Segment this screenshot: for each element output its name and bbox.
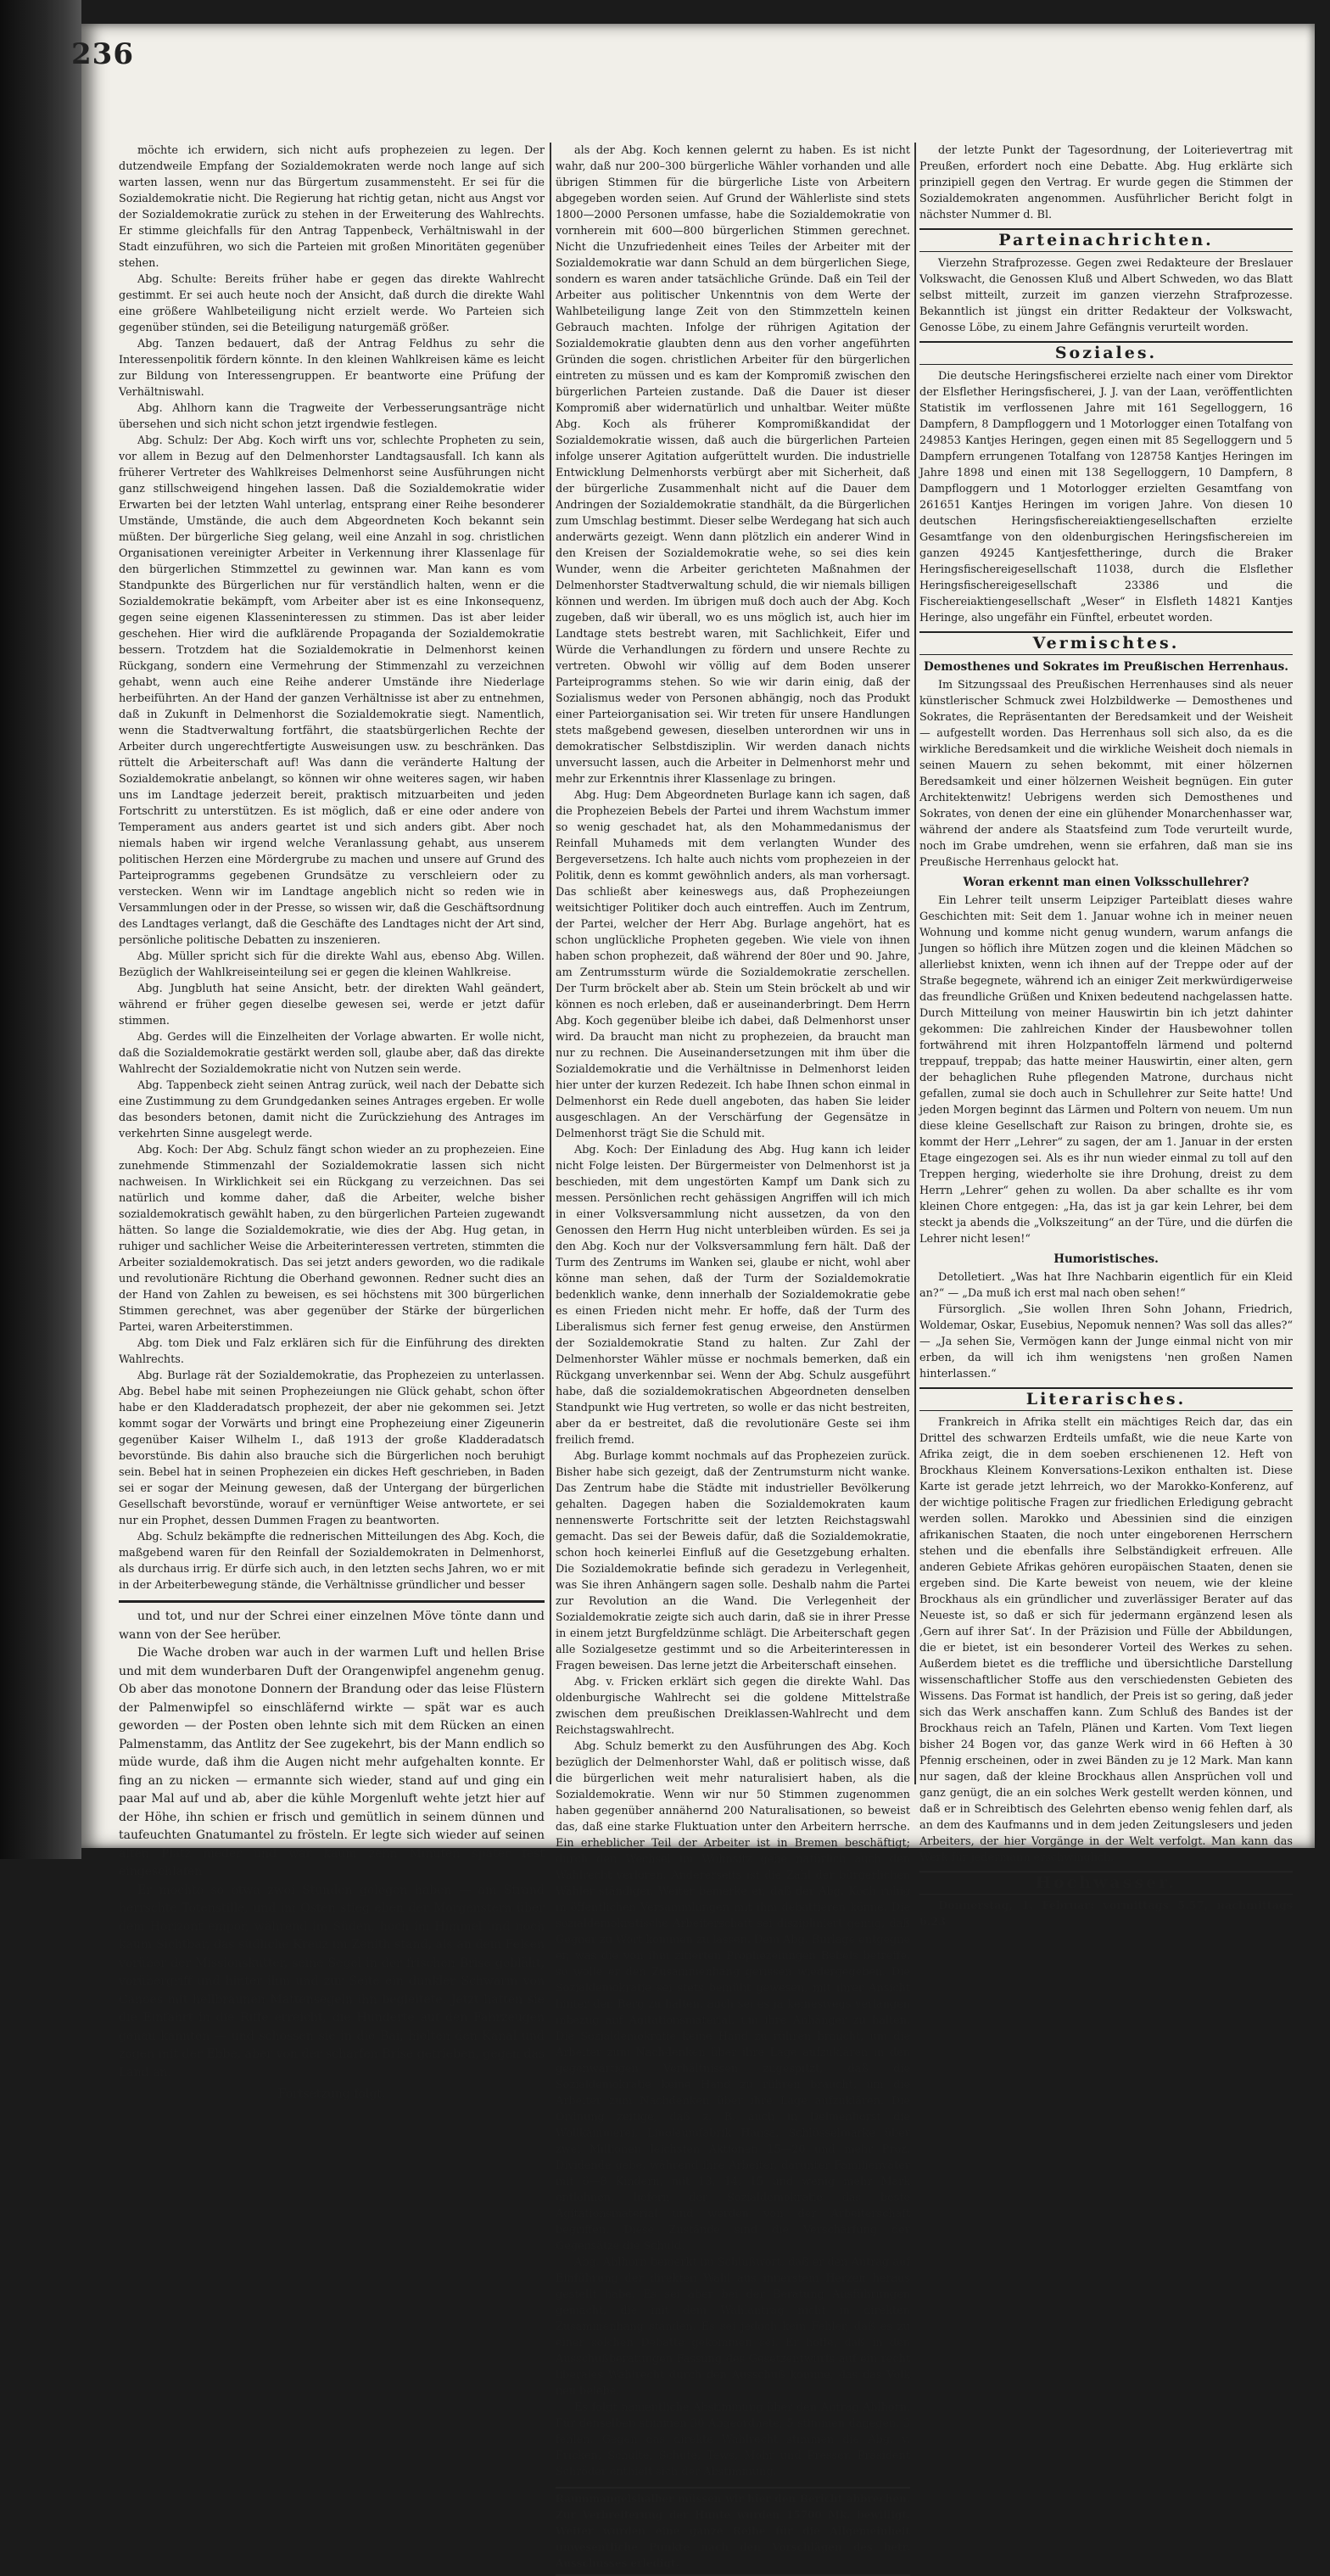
column-right [919,143,1293,1929]
paragraph: Abg. Burlage kommt nochmals auf das Prophezeien zurück. Bisher habe sich gezeigt, daß der Zentrumsturm nicht wanke. Das Zentrum habe die Städte mit industrieller Bevölkerung gehalten. Dagegen haben die Sozialdemokraten kaum nennenswerte Fortschritte seit der letzten Reichstagswahl gemacht. Das sei der Beweis dafür, daß die Sozialdemokratie, schon hoch keinerlei Einfluß auf die Gesetzgebung erhalten. Die Sozialdemokratie befinde sich geradezu in Verlegenheit, was Sie ihren Anhängern sagen solle. Deshalb nahm die Partei zur Revolution an die Wand. Die Verlegenheit der Sozialdemokratie zeigte sich auch darin, daß sie in ihrer Presse in einem jetzt Burgfeldzünme schlägt. Die Arbeiterschaft gegen alle Sozialgesetze gestimmt und so die Arbeiterinteressen in Fragen beweisen. Das lerne jetzt die Arbeiterschaft einsehen. [556,1450,910,1672]
novel-paragraph: Er mochte so etwa zwei Stunden gelegen haben — am Strand herrschte Totenstille, und im Osten stieg eben der Morgenstern über dem Horizont empor, während im Süden, hoch im Himmel und noch kaum Sichtbar, das südliche Kreuz im Zenith stand, als an dem Felsen vorüber der Missionskutter, seine Segel in der frischen Brise gebläht, vorübergriff und hinter ihm und zur Seite ein dunkler Schwarm von Canoes mit hellbraunen Mattensegeln ihn begleitete. Jetzt hatten sie die Einfahrt in die Riffe erreicht, die Hunderte auf den Fahrzeugen genau kannten — und schossen sie in die Bai, hielten den Kanal und zogen mit der Ebbe, aber von der scharfen Brise getrieben, gegen das Land an. [119,1883,545,2080]
paragraph: Abg. Gerdes will die Einzelheiten der Vorlage abwarten. Er wolle nicht, daß die Sozialdemokratie gestärkt werden soll, glaube aber, daß das direkte Wahlrecht der Sozialdemokratie nicht von Nutzen sein werde. [119,1031,545,1076]
column-middle [556,143,910,2569]
paragraph: Abg. Müller spricht sich für die direkte Wahl aus, ebenso Abg. Willen. Bezüglich der Wahlkreiseinteilung sei er gegen die kleinen Wahlkreise. [119,950,545,979]
continuation-note: Fortsetzung folgt. [277,2087,386,2101]
high-water-times: Donnerstag, 1. Februar: vormittags 5.57, nachmittags 6.23 [919,1900,1293,1929]
section-rule [119,1600,545,1603]
page-number: 236 [71,37,134,71]
paragraph: Abg. Hug: Dem Abgeordneten Burlage kann ich sagen, daß die Prophezeien Bebels der Partei und ihrem Wachstum immer so wenig geschadet hat, als den Mohammedanismus der Reinfall Muhameds mit dem verlangten Wunder des Bergeversetzens. Ich halte auch nichts vom prophezeien in der Politik, denn es kommt gewöhnlich anders, als man vorhersagt. Das schließt aber keineswegs aus, daß Prophezeiungen weitsichtiger Politiker doch auch eintreffen. Auch im Zentrum, der Partei, welcher der Herr Abg. Burlage angehört, hat es schon unglückliche Propheten gegeben. Wie viele von ihnen haben schon prophezeit, daß während der 80er und 90. Jahre, am Zentrumssturm würde die Sozialdemokratie zerschellen. Der Turm bröckelt aber ab. Stein um Stein bröckelt ab und wir können es noch erleben, daß er auseinanderbringt. Dem Herrn Abg. Koch gegenüber bleibe ich dabei, daß Delmenhorst unser wird. Da braucht man nicht zu prophezeien, da braucht man nur zu rechnen. Die Auseinandersetzungen mit ihm über die Sozialdemokratie und die Verhältnisse in Delmenhorst leiden hier unter der kurzen Redezeit. Ich habe Ihnen schon einmal in Delmenhorst ein Rede duell angeboten, das haben Sie leider ausgeschlagen. An der Verschärfung der Gegensätze in Delmenhorst trägt Sie die Schuld mit. [556,789,910,1140]
paragraph: Abg. Tappenbeck zieht seinen Antrag zurück, weil nach der Debatte sich eine Zustimmung zu dem Grundgedanken seines Antrages ergeben. Er wolle das besonders betonen, damit nicht die Zurückziehung des Antrages im verkehrten Sinne ausgelegt werde. [119,1079,545,1140]
paragraph: Abg. Schulz bemerkt zu den Ausführungen des Abg. Koch bezüglich der Delmenhorster Wahl, daß er politisch wisse, daß die bürgerlichen weit mehr naturalisiert haben, als die Sozialdemokratie. Wenn wir nur 50 Stimmen zugenommen haben gegenüber annähernd 200 Naturalisationen, so beweist das, daß eine starke Fluktuation unter den Arbeitern herrsche. Ein erheblicher Teil der Arbeiter ist in Bremen beschäftigt; durch den Wechsel im Wohnsitz gehe natürlich auch den Wahlrecht verloren. Andererseits ist die Zahl der bürgerlichen Wähler ständiger. Weiter bemerke er, daß der Abg. Koch ruhig in öffentlichen Versammlungen mit ihm debattieren könne. Die sozialdemokratische Arbeiterschaft sei diszipliniert genug, daß Gegner zu Wort kommen zu lassen. Dem Abg. Burlage entgegne er, was die von ihm zitierten Prophezeiungen Bebels betreffe, so wolle er den Zusammenhang gerissen wiedergegeben. Die Sozialdemokratie sei stets bemüht gewesen, mit ihrer Ansicht hinter den Berg zu halten, auch sei es ja keineswegs verlangen inbezug auf Agitationsmaterial, um ihre Anhänger zu halten. Die Sozialdemokratie keine Hand zu rühren braucht, um die Arbeiter zum Nachdenken über ihre Lage aufzuklären in den gegenwärtigen Verhältnissen zugespitzt, daß die Sozialdemokratie keine Hand zu rühren braucht, um die Arbeiter zum Nachdenken über ihre Lage aufzuklären. Die Ordnung zeitige, daß z. B. auch in Delmenhorst die Wollkämmerei, Linoleumfabrik Hansa, Schlüsselmarke über zwei Millionen leichsten Aktionen 15—20 und mehr Proz. Dividende gebe, während ihre Arbeiter, darunter Familienväter mit 6—8 Kindern, mit 13, 14, 15 und wenig mehr Mark entlohnen, liefern der Sozialdemokratie das beste Agitationsmaterial und werden von der Arbeiterschaft begriffen. Diese Zustände sind die Verschärfung der Gegensätze die Schuld. [556,1740,910,2253]
column-separator [914,143,916,1784]
column-left [119,143,545,2101]
section-heading-literary: Literarisches. [919,1387,1293,1411]
paragraph: Abg. Schulz bekämpfte die rednerischen Mitteilungen des Abg. Koch, die maßgebend waren für den Reinfall der Sozialdemokraten in Delmenhorst, als durchaus irrig. Er dürfe sich auch, in den letzten sechs Jahren, wo er mit in der Arbeiterbewegung stände, die Verhältnisse gründlicher und besser [119,1531,545,1592]
paragraph: Es folgt namentliche Abstimmung über den Antrag Ahlhorn. Für denselben stimmen 30 Abgeordnete, 5 stimmen dagegen, 3 fehlen. Gegen das direkte Wahlrecht stimmen die Abg. v. Fricken, Schulte, Schute, Tews, Mohr und Presser. Präsident Schröder enthielt sich der Abstimmung. [556,2401,910,2478]
paragraph: Abg. Ahlhorn bemerkt im Schlußwort, daß er den Antrag auf Einführung der direkten Wahl aus innerstem Herzen heraus gestellt habe. Es sei aber bei der Beratung Ausführungen gemacht, die mit dem Wahlantrag nicht in direkten Zusammenhang ständen. Es sei jedoch kein Fehler, daß es zu einer solchen Debatte gekommen sei. Er hoffe, daß in den Ausschußberatungen Fassung des Gesetzentwurfs auf ein recht liberales Wahlrecht durch den Ausschuß komme, das das Volk neu belebe. [556,2256,910,2398]
paragraph: Abg. v. Fricken erklärt sich gegen die direkte Wahl. Das oldenburgische Wahlrecht sei die goldene Mittelstraße zwischen dem preußischen Dreiklassen-Wahlrecht und dem Reichstagswahlrecht. [556,1676,910,1737]
paragraph: Abg. Burlage rät der Sozialdemokratie, das Prophezeien zu unterlassen. Abg. Bebel habe mit seinen Prophezeiungen nie Glück gehabt, schon öfter habe er den Kladderadatsch prophezeit, der aber nie gekommen sei. Jetzt kommt sogar der Vorwärts und bringt eine Prophezeiung einer Zigeunerin gegenüber Kaiser Wilhelm I., daß 1913 der große Kladderadatsch bevorstünde. Bis dahin also brauche sich die Bürgerlichen noch beruhigt sein. Bebel hat in seinen Prophezeien ein dickes Heft geschrieben, in Baden sei er sogar der Meinung gewesen, daß der Untergang der bürgerlichen Gesellschaft bevorstünde, worauf er vernünftiger Weise antwortete, er sei nur ein Prophet, dessen Dummen Fragen zu beantworten. [119,1369,545,1527]
column-separator [550,143,551,1784]
paragraph: als der Abg. Koch kennen gelernt zu haben. Es ist nicht wahr, daß nur 200–300 bürgerliche Wähler vorhanden und alle übrigen Stimmen für die bürgerliche Liste von Arbeitern abgegeben worden seien. Auf Grund der Wählerliste sind stets 1800—2000 Personen umfasse, habe die Sozialdemokratie von vornherein mit 600—800 bürgerlichen Stimmen gerechnet. Nicht die Unzufriedenheit eines Teiles der Arbeiter mit der Sozialdemokratie war dann Schuld an dem bürgerlichen Siege, sondern es waren ander tatsächliche Gründe. Daß ein Teil der Arbeiter aus politischer Unkenntnis von dem Werte der Wahlbeteiligung lange Zeit von den Stimmzetteln keinen Gebrauch machten. Infolge der rührigen Agitation der Sozialdemokratie glaubten denn aus den vorher angeführten Gründen die sogen. christlichen Arbeiter für den bürgerlichen eintreten zu müssen und es kam der Kompromiß zwischen den bürgerlichen Parteien zustande. Daß die Dauer ist dieser Kompromiß aber widernatürlich und unhaltbar. Weiter müßte Abg. Koch als früherer Kompromißkandidat der Sozialdemokratie wissen, daß auch die bürgerlichen Parteien infolge unserer Agitation aufgerüttelt wurden. Die industrielle Entwicklung Delmenhorsts verbürgt aber mit Sicherheit, daß der bürgerliche Zusammenhalt nicht auf die Dauer dem Andringen der Sozialdemokratie standhält, da die Bürgerlichen zum Umschlag bestimmt. Dieser selbe Werdegang hat sich auch anderwärts gezeigt. Wenn dann plötzlich ein anderer Wind in den Kreisen der Sozialdemokratie wehe, so sei dies kein Wunder, wenn die Arbeiter gerichteten Maßnahmen der Delmenhorster Stadtverwaltung schuld, die wir niemals billigen können und werden. Im übrigen muß doch auch der Abg. Koch zugeben, daß wir überall, wo es uns möglich ist, auch hier im Landtage stets bestrebt waren, mit Sachlichkeit, Eifer und Würde die Verhandlungen zu fördern und unsere Rechte zu vertreten. Obwohl wir völlig auf dem Boden unserer Parteiprogramms stehen. So wie wir darin einig, daß der Sozialismus weder von Personen abhängig, noch das Produkt einer Parteiorganisation sei. Wir treten für unsere Handlungen stets maßgebend gewesen, dieselben unterordnen wir uns in demokratischer Selbstdisziplin. Wir werden danach nichts unversucht lassen, auch die Arbeiter in Delmenhorst mehr und mehr zur Erkenntnis ihrer Klassenlage zu bringen. [556,144,910,786]
section-heading-party-news: Parteinachrichten. [919,228,1293,252]
novel-paragraph: und tot, und nur der Schrei einer einzelnen Möve tönte dann und wann von der See herüber. [119,1610,545,1642]
subheading: Humoristisches. [1053,1252,1159,1266]
paragraph: Die deutsche Heringsfischerei erzielte nach einer vom Direktor der Elsflether Heringsfischerei, J. J. van der Laan, veröffentlichten Statistik im verflossenen Jahre mit 161 Segelloggern, 16 Dampfern, 8 Dampfloggern und 1 Motorlogger einen Totalfang von 249853 Kantjes Heringen, gegen einen mit 85 Segelloggern und 5 Dampfern errungenen Totalfang von 128758 Kantjes Heringen im Jahre 1898 und einen mit 138 Segelloggern, 10 Dampfern, 8 Dampfloggern und 1 Motorlogger erzielten Gesamtfang von 261651 Kantjes Heringen im vorigen Jahre. Von diesen 10 deutschen Heringsfischereiaktiengesellschaften erzielte Gesamtfange von den oldenburgischen Heringsfischereien im ganzen 49245 Kantjesfettheringe, durch die Braker Heringsfischereigesellschaft 11038, durch die Elsflether Heringsfischereigesellschaft 23386 und die Fischereiaktiengesellschaft „Weser“ in Elsfleth 14821 Kantjes Heringe, also ungefähr ein Fünftel, erbeutet worden. [919,370,1293,624]
paragraph: Ein Lehrer teilt unserm Leipziger Parteiblatt dieses wahre Geschichten mit: Seit dem 1. Januar wohne ich in meiner neuen Wohnung und komme nicht genug wundern, warum anfangs die Jungen so höflich ihre Mützen zogen und die kleinen Mädchen so allerliebst knixten, wenn ich ihnen auf der Treppe oder auf der Straße begegnete, während ich an einiger Zeit merkwürdigerweise das freundliche Grüßen und Knixen bedeutend nachgelassen hatte. Durch Mitteilung von meiner Hauswirtin bin ich jetzt dahinter gekommen: Die zahlreichen Kinder der Hausbewohner tollen fortwährend mit ihren Holzpantoffeln lärmend und polternd treppauf, treppab; das hatte meiner Hauswirtin, einer alten, gern der behaglichen Ruhe pflegenden Matrone, durchaus nicht gefallen, zumal sie doch auch in Schullehrer zur Seite hatte! Und jeden Morgen beginnt das Lärmen und Poltern von neuem. Um nun diese kleine Gesellschaft zur Raison zu bringen, drohte sie, es kommt der Herr „Lehrer“ zu sagen, der am 1. Januar in der ersten Etage eingezogen sei. Als es ihr nun wieder einmal zu toll auf den Treppen herging, wiederholte sie ihre Drohung, dreist zu dem Herrn „Lehrer“ gehen zu wollen. Da aber schallte es ihr vom kleinen Chore entgegen: „Ha, das ist ja gar kein Lehrer, bei dem steckt ja abends die „Volkszeitung“ an der Türe, und die dürfen die Lehrer nicht lesen!“ [919,894,1293,1246]
paragraph: Im Sitzungssaal des Preußischen Herrenhauses sind als neuer künstlerischer Schmuck zwei Holzbildwerke — Demosthenes und Sokrates, die Repräsentanten der Beredsamkeit und der Weisheit — aufgestellt worden. Das Herrenhaus soll sich also, da es die wirkliche Beredsamkeit und die wirkliche Weisheit doch niemals in seinen Mauern zu sehen bekommt, mit einer hölzernen Beredsamkeit und einer hölzernen Weisheit begnügen. Ein guter Architektenwitz! Uebrigens werden sich Demosthenes und Sokrates, von denen der eine ein glühender Monarchenhasser war, während der andere als Staatsfeind zum Tode verurteilt wurde, noch im Grabe umdrehen, wenn sie erfahren, daß man sie ins Preußische Herrenhaus gelockt hat. [919,679,1293,869]
paragraph: Abg. Tanzen bedauert, daß der Antrag Feldhus zu sehr die Interessenpolitik fördern könnte. In den kleinen Wahlkreisen käme es leicht zur Bildung von Interessengruppen. Er beantworte eine Prüfung der Verhältniswahl. [119,338,545,399]
subheading: Woran erkennt man einen Volksschullehrer? [963,876,1249,889]
paragraph: Abg. Koch: Der Abg. Schulz fängt schon wieder an zu prophezeien. Eine zunehmende Stimmenzahl der Sozialdemokratie lassen sich nicht nachweisen. In Wirklichkeit sei ein Rückgang zu verzeichnen. Das sei natürlich und komme daher, daß die Arbeiter, welche bisher sozialdemokratisch gewählt haben, zu den bürgerlichen Parteien zugewandt hätten. So lange die Sozialdemokratie, wie dies der Abg. Hug getan, in ruhiger und sachlicher Weise die Arbeiterinteressen vertreten, stimmten die Arbeiter sozialdemokratisch. Das sei jetzt anders geworden, wo die radikale und revolutionäre Richtung die Oberhand gewonnen. Redner sucht dies an der Hand von Zahlen zu beweisen, es sei höchstens mit 300 bürgerlichen Stimmen gerechnet, was aber gegenüber der Stärke der bürgerlichen Partei, waren Arbeiterstimmen. [119,1144,545,1334]
section-heading-miscellaneous: Vermischtes. [919,631,1293,655]
novel-paragraph: Die Wache droben war auch in der warmen Luft und hellen Brise und mit dem wunderbaren Duft der Orangenwipfel angenehm genug. Ob aber das monotone Donnern der Brandung oder das leise Flüstern der Palmenwipfel so einschläfernd wirkte — spät war es auch geworden — der Posten oben lehnte sich mit dem Rücken an einen Palmenstamm, das Antlitz der See zugekehrt, bis der Mann endlich so müde wurde, daß ihm die Augen nicht mehr aufgehalten konnte. Er fing an zu nicken — ermannte sich wieder, stand auf und ging ein paar Mal auf und ab, aber die kühle Morgenluft wehte jetzt hier auf der Höhe, ihn schien er frisch und gemütlich in seinem dünnen und taufeuchten Gnatumantel zu frösteln. Er legte sich wieder auf seinen alten Platz nieder und war kaum zehn Minuten später fest eingeschlafen. [119,1646,545,1879]
paragraph: Vierzehn Strafprozesse. Gegen zwei Redakteure der Breslauer Volkswacht, die Genossen Kluß und Albert Schweden, wo das Blatt selbst mitteilt, zurzeit im ganzen vierzehn Strafprozesse. Bekanntlich ist jüngst ein dritter Redakteur der Volkswacht, Genosse Löbe, zu einem Jahre Gefängnis verurteilt worden. [919,257,1293,334]
section-heading-high-water: Hochwasser. [919,1871,1293,1895]
paragraph: Abg. Ahlhorn kann die Tragweite der Verbesserungsanträge nicht übersehen und sich nicht schon jetzt irgendwie festlegen. [119,402,545,431]
paragraph: Abg. Schulz: Der Abg. Koch wirft uns vor, schlechte Propheten zu sein, vor allem in Bezug auf den Delmenhorster Landtagsausfall. Ich kann als früherer Vertreter des Wahlkreises Delmenhorst seine Ausführungen nicht ganz stillschweigend hingehen lassen. Daß die Sozialdemokratie wider Erwarten bei der letzten Wahl unterlag, entsprang einer Reihe besonderer Umstände, Umstände, die auch dem Abgeordneten Koch bekannt sein müßten. Der bürgerliche Sieg gelang, weil eine Anzahl in sog. christlichen Organisationen vereinigter Arbeiter in Verkennung ihrer Klassenlage für den bürgerlichen Stimmzettel zu gewinnen war. Man kann es vom Standpunkte des Bürgerlichen nur für verständlich halten, wenn er die Sozialdemokratie bekämpft, vom Arbeiter aber ist es eine Inkonsequenz, gegen seine eigenen Klasseninteressen zu stimmen. Das ist aber leider geschehen. Hier wird die aufklärende Propaganda der Sozialdemokratie bessern. Trotzdem hat die Sozialdemokratie in Delmenhorst keinen Rückgang, sondern eine Vermehrung der Stimmenzahl zu verzeichnen gehabt, wenn auch eine Reihe anderer Umstände ihre Niederlage herbeiführten. An der Hand der ganzen Verhältnisse ist aber zu entnehmen, daß in Zukunft in Delmenhorst die Sozialdemokratie siegt. Namentlich, wenn die Stadtverwaltung fortfährt, die staatsbürgerlichen Rechte der Arbeiter durch ungerechtfertigte Ausweisungen usw. zu beschränken. Das rüttelt die Arbeiterschaft auf! Was dann die veränderte Haltung der Sozialdemokratie anbelangt, so können wir ohne weiteres sagen, wir haben uns im Landtage jederzeit bereit, praktisch mitzuarbeiten und jeden Fortschritt zu unterstützen. Es ist möglich, daß er eine oder andere von Temperament aus anders geartet ist und sich anders gibt. Aber noch niemals haben wir irgend welche Veranlassung gehabt, aus unserem politischen Herzen eine Mördergrube zu machen und unsere auf Grund des Parteiprogramms gegebenen Grundsätze zu verschleiern oder zu verstecken. Wenn wir im Landtage angeblich nicht so reden wie in Versammlungen oder in der Presse, so wissen wir, daß die Geschäftsordnung des Landtages verlangt, daß die Geschäfte des Landtages nicht der Art sind, persönliche politische Debatten zu inszenieren. [119,434,545,947]
subheading: Demosthenes und Sokrates im Preußischen Herrenhaus. [924,660,1288,674]
paragraph: möchte ich erwidern, sich nicht aufs prophezeien zu legen. Der dutzendweile Empfang der Sozialdemokraten werde noch lange auf sich warten lassen, wenn nur das Bürgertum zusammensteht. Er sei für die Sozialdemokratie nicht. Die Regierung hat richtig getan, nicht aus Angst vor der Sozialdemokratie zurück zu stehen in der Erweiterung des Wahlrechts. Er stimme gleichfalls für den Antrag Tappenbeck, Verhältniswahl in der Stadt einzuführen, wo sich die Parteien mit großen Minoritäten gegenüber stehen. [119,144,545,270]
paragraph: Abg. Koch: Der Einladung des Abg. Hug kann ich leider nicht Folge leisten. Der Bürgermeister von Delmenhorst ist ja beschieden, mit dem ungestörten Kampf um Dank sich zu messen. Persönlichen recht gehässigen Angriffen will ich mich in einer Volksversammlung nicht aussetzen, da von den Genossen den Herrn Hug nicht unterbleiben würden. Es sei ja den Abg. Koch nur der Volksversammlung fern hält. Daß der Turm des Zentrums im Wanken sei, glaube er nicht, wohl aber könne man sehen, daß der Turm der Sozialdemokratie bedenklich wanke, denn innerhalb der Sozialdemokratie gebe es einen Frieden nicht mehr. Er hoffe, daß der Turm des Liberalismus sich ferner fest genug erweise, den Anstürmen der Sozialdemokratie Stand zu halten. Zur Zahl der Delmenhorster Wähler müsse er nochmals bemerken, daß ein Rückgang unverkennbar sei. Wenn der Abg. Schulz ausgeführt habe, daß die sozialdemokratischen Abgeordneten denselben Standpunkt wie Hug vertreten, so wolle er das nicht bestreiten, aber da er bestreitet, daß die revolutionäre Geste sei ihm freilich fremd. [556,1144,910,1447]
section-heading-social: Soziales. [919,341,1293,365]
book-binding [0,0,81,1859]
paragraph: Frankreich in Afrika stellt ein mächtiges Reich dar, das ein Drittel des schwarzen Erdteils umfaßt, wie die neue Karte von Afrika zeigt, die in dem soeben erschienenen 12. Heft von Brockhaus Kleinem Konversations-Lexikon enthalten ist. Diese Karte ist gerade jetzt lehrreich, wo der Marokko-Konferenz, auf der wichtige politische Fragen zur friedlichen Erledigung gebracht werden sollen. Marokko und Abessinien sind die einzigen afrikanischen Staaten, die noch unter eingeborenen Herrschern stehen und die ebenfalls ihre Selbständigkeit erfreuen. Alle anderen Gebiete Afrikas gehören europäischen Staaten, denen sie ergeben sind. Die Karte beweist von neuem, wie der kleine Brockhaus als ein gründlicher und zuverlässiger Berater auf das Neueste ist, so daß er sich für jedermann ergänzend lesen als ‚Gern auf ihrer Sat‘. In der Präzision und Fülle der Abbildungen, die er bietet, ist ein besonderer Vorteil des Werkes zu sehen. Außerdem bietet es die treffliche und übersichtliche Darstellung wissenschaftlicher Stoffe aus den verschiedensten Gebieten des Wissens. Das Format ist handlich, der Preis ist so gering, daß jeder sich das Werk anschaffen kann. Zum Schluß des Bandes ist der Brockhaus reich an Tafeln, Plänen und Karten. Vom Text liegen bisher 24 Bogen vor, das ganze Werk wird in 66 Heften à 30 Pfennig erscheinen, oder in zwei Bänden zu je 12 Mark. Man kann nur sagen, daß der kleine Brockhaus allen Ansprüchen voll und ganz genügt, die an ein solches Werk gestellt werden können, und daß er in Schreibtisch des Gelehrten ebenso wenig fehlen darf, als an dem des Kaufmanns und in dem jeden Zeitungslesers und jeden Arbeiters, der hier Vorgänge in der Welt verfolgt. Man kann das Werk für jedermann erschwinglich. [919,1416,1293,1864]
paragraph: Abg. Jungbluth hat seine Ansicht, betr. der direkten Wahl geändert, während er früher gegen dieselbe gewesen sei, werde er jetzt dafür stimmen. [119,983,545,1028]
paragraph: Abg. Schulte: Bereits früher habe er gegen das direkte Wahlrecht gestimmt. Er sei auch heute noch der Ansicht, daß durch die direkte Wahl eine größere Wahlbeteiligung nicht erzielt werde. Wo Parteien sich gegenüber stünden, sei die Beteiligung naturgemäß größer. [119,273,545,334]
space-notice: Raummangelshalber müssen wir hier den Bericht abbrechen. Zur Verbreiterung der Hunte wurden 15700 Mk. bewilligt. Weiter wurden eine ganze Reihe für die Allgemeinheit unwesentliche Punkte nach den Vorschlägen des betr. Ausschusses erledigt. [556,2487,910,2576]
paragraph: Abg. tom Diek und Falz erklären sich für die Einführung des direkten Wahlrechts. [119,1337,545,1366]
paragraph: Detolletiert. „Was hat Ihre Nachbarin eigentlich für ein Kleid an?“ — „Da muß ich erst mal nach oben sehen!“ [919,1271,1293,1300]
paragraph: Fürsorglich. „Sie wollen Ihren Sohn Johann, Friedrich, Woldemar, Oskar, Eusebius, Nepomuk nennen? Was soll das alles?“ — „Ja sehen Sie, Vermögen kann der Junge einmal nicht von mir erben, da will ich ihm wenigstens 'nen großen Namen hinterlassen.“ [919,1303,1293,1380]
paragraph: der letzte Punkt der Tagesordnung, der Loiterievertrag mit Preußen, erfordert noch eine Debatte. Abg. Hug erklärte sich prinzipiell gegen den Vertrag. Er wurde gegen die Stimmen der Sozialdemokraten angenommen. Ausführlicher Bericht folgt in nächster Nummer d. Bl. [919,144,1293,221]
serial-novel [119,1608,545,2104]
